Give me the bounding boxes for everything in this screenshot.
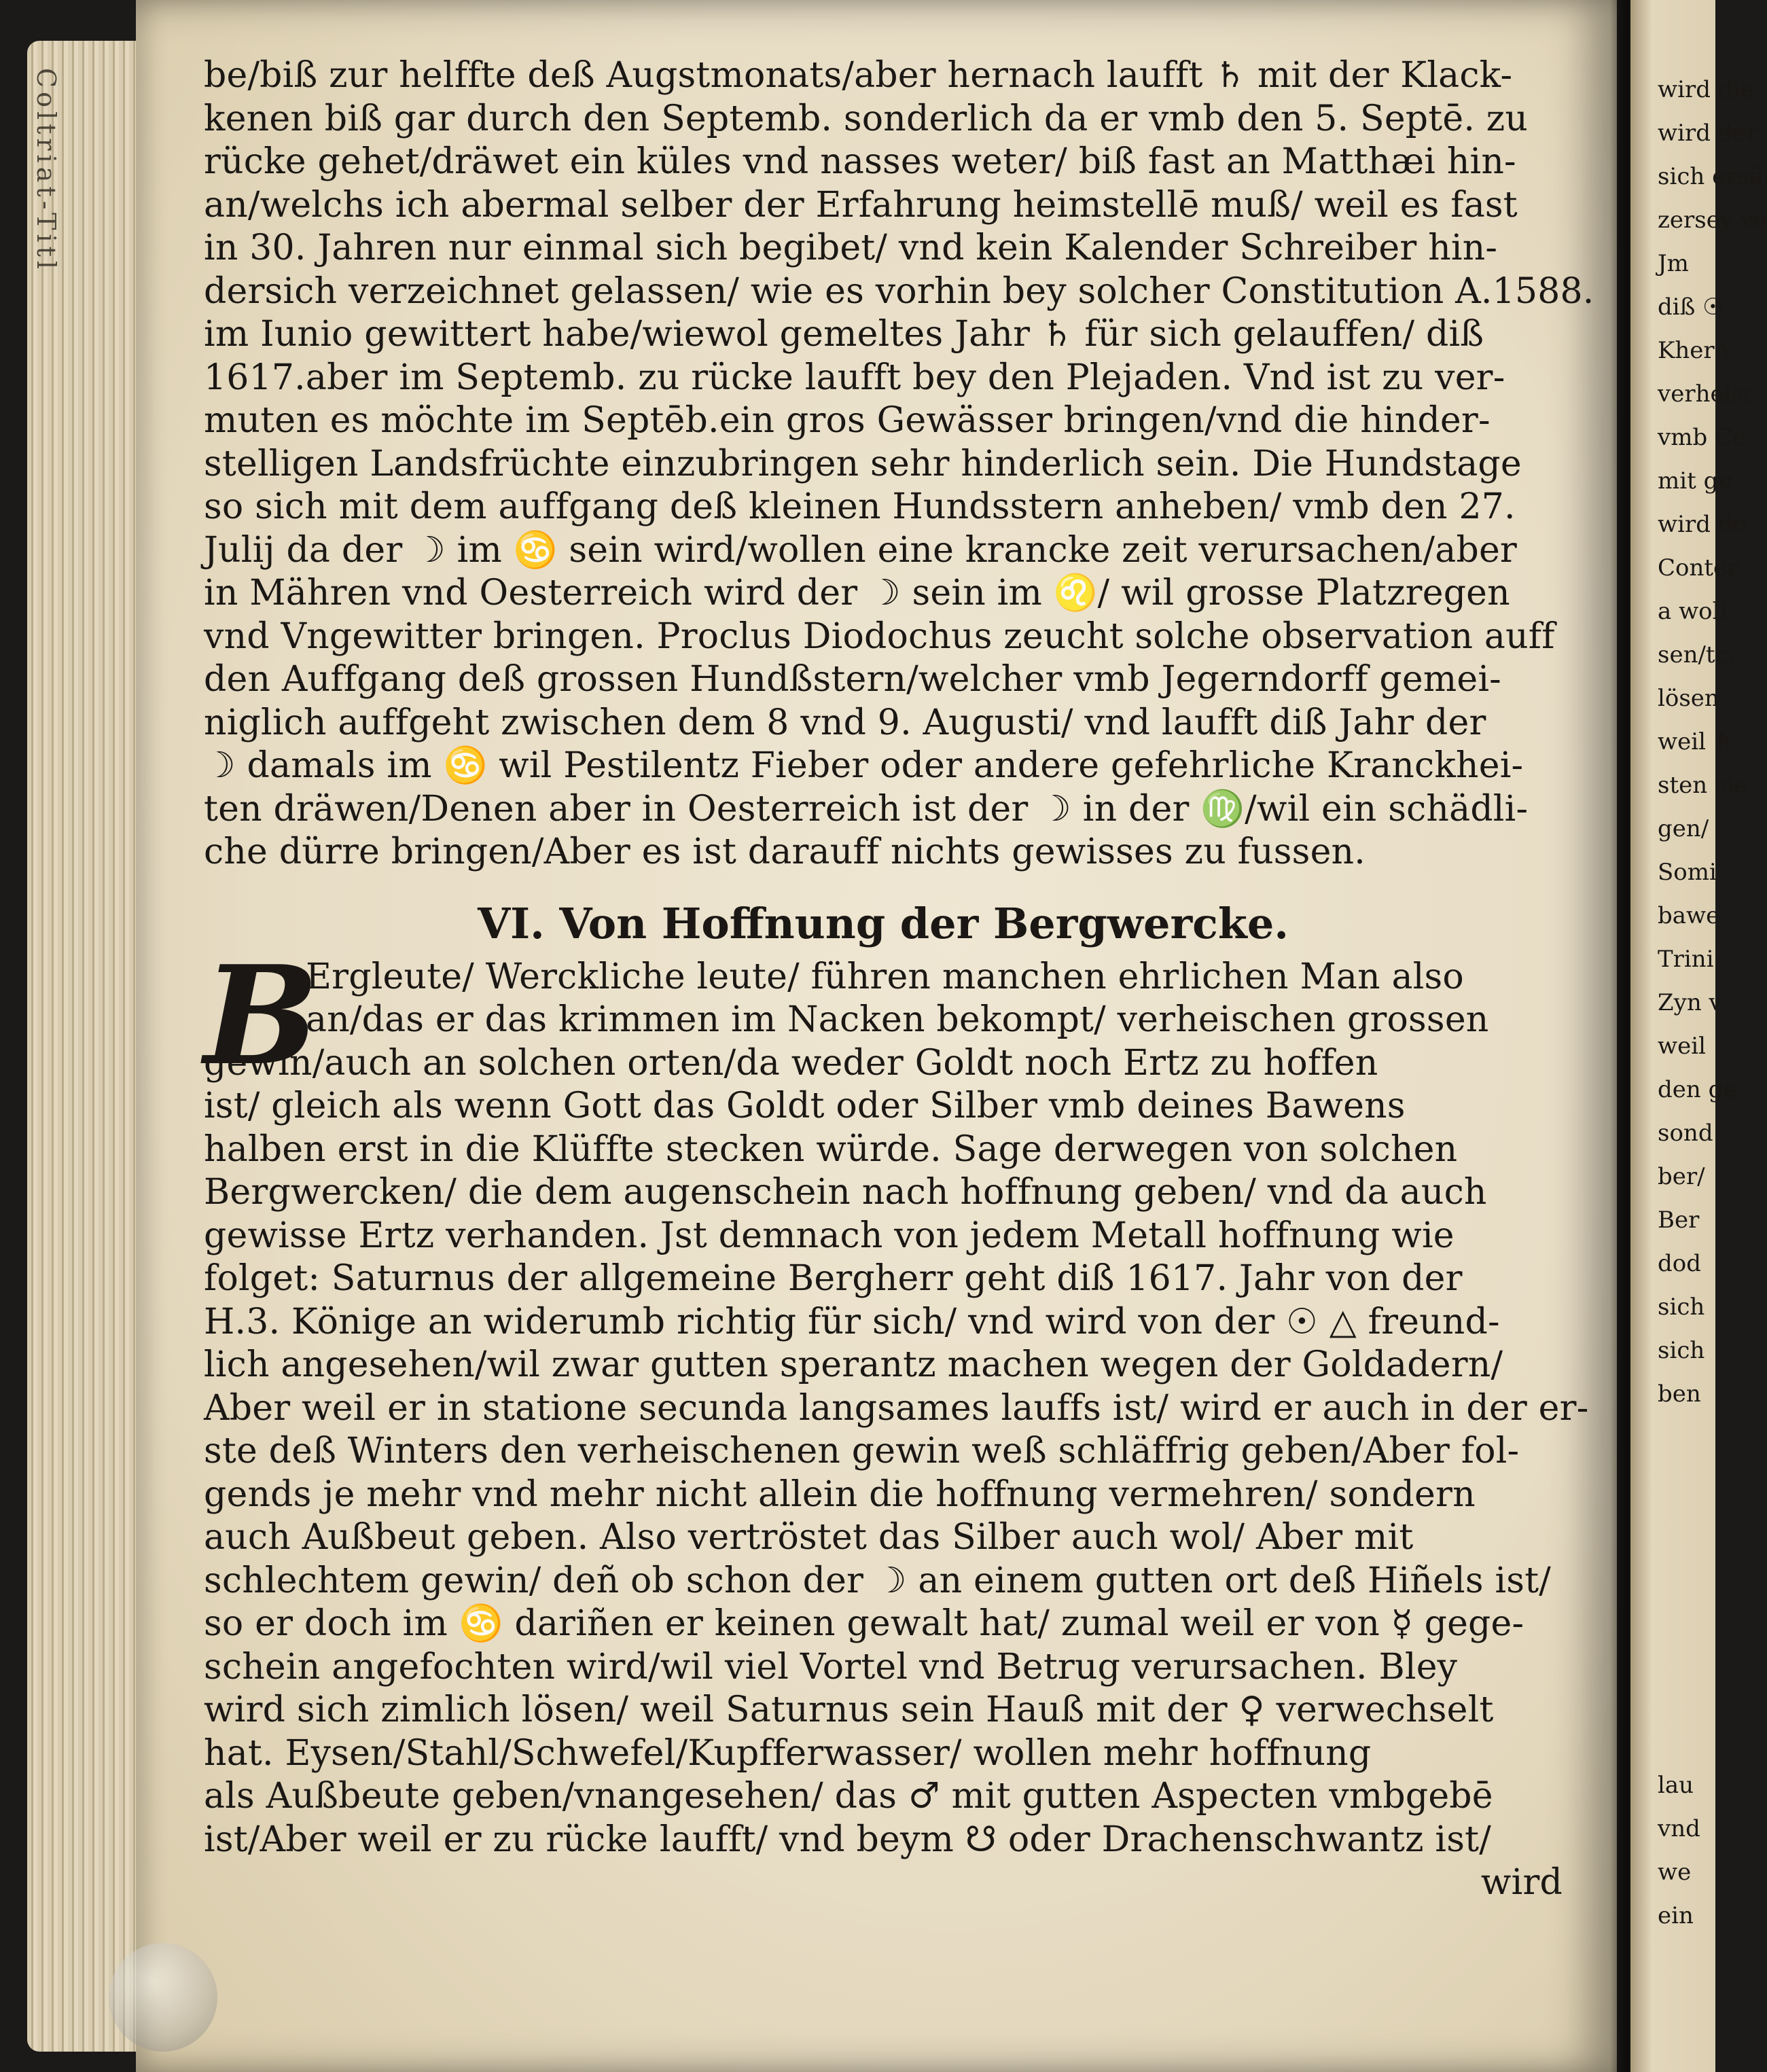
next-page-line: wird do <box>1658 511 1747 538</box>
text-line: an/welchs ich abermal selber der Erfahrung heimstellē muß/ weil es fast <box>204 184 1518 226</box>
next-page-line: wird die <box>1658 76 1754 103</box>
text-line: schlechtem gewin/ deñ ob schon der ☽ an einem gutten ort deß Hiñels ist/ <box>204 1560 1552 1601</box>
next-page-line: lau <box>1658 1772 1694 1799</box>
text-line: ☽ damals im ♋ wil Pestilentz Fieber oder andere gefehrliche Kranckhei- <box>204 745 1524 786</box>
next-page-line: Jm <box>1658 250 1689 277</box>
text-line: Bergwercken/ die dem augenschein nach hoffnung geben/ vnd da auch <box>204 1172 1487 1213</box>
body-lines <box>204 1042 1589 1862</box>
next-page-line: mit gu <box>1658 467 1734 495</box>
next-page-line: Zyn v <box>1658 989 1722 1016</box>
text-line: gewin/auch an solchen orten/da weder Goldt noch Ertz zu hoffen <box>204 1042 1378 1084</box>
next-page-line: vmb Co <box>1658 424 1747 451</box>
drop-cap: B <box>204 935 319 1096</box>
next-page-line: a woll <box>1658 598 1728 625</box>
text-line: muten es möchte im Septēb.ein gros Gewässer bringen/vnd die hinder- <box>204 400 1491 441</box>
next-page-line: Somi <box>1658 859 1717 886</box>
text-line: Ergleute/ Werckliche leute/ führen manchen ehrlichen Man also <box>306 956 1464 997</box>
next-page-line: verheisc <box>1658 380 1756 408</box>
text-line: im Iunio gewittert habe/wiewol gemeltes Jahr ♄ für sich gelauffen/ diß <box>204 314 1484 355</box>
next-page-line <box>1658 1416 1719 1459</box>
next-page-text <box>1658 68 1767 1937</box>
book-page <box>136 0 1617 2072</box>
text-line: so sich mit dem auffgang deß kleinen Hundsstern anheben/ vmb den 27. <box>204 486 1516 527</box>
text-line: an/das er das krimmen im Nacken bekompt/ verheischen grossen <box>306 999 1489 1040</box>
next-page-line: Conter <box>1658 554 1738 582</box>
text-line: stelligen Landsfrüchte einzubringen sehr hinderlich sein. Die Hundstage <box>204 443 1522 484</box>
next-page-line: sich ersü <box>1658 163 1764 190</box>
next-page-line: bawe <box>1658 902 1720 929</box>
text-line: Julij da der ☽ im ♋ sein wird/wollen eine krancke zeit verursachen/aber <box>204 529 1517 571</box>
text-line: gewisse Ertz verhanden. Jst demnach von jedem Metall hoffnung wie <box>204 1215 1454 1256</box>
text-line: folget: Saturnus der allgemeine Bergherr geht diß 1617. Jahr von der <box>204 1258 1463 1299</box>
next-page-line: Trini <box>1658 946 1714 973</box>
next-page-line: sond <box>1658 1120 1713 1147</box>
next-page-line: dod <box>1658 1250 1701 1277</box>
next-page-line: ber/ <box>1658 1163 1705 1190</box>
text-line: dersich verzeichnet gelassen/ wie es vorhin bey solcher Constitution A.1588. <box>204 270 1594 312</box>
next-page-line: ein <box>1658 1902 1694 1929</box>
text-line: be/biß zur helffte deß Augstmonats/aber hernach laufft ♄ mit der Klack- <box>204 55 1513 96</box>
next-page-line: we <box>1658 1859 1692 1886</box>
text-line: H.3. Könige an widerumb richtig für sich/ vnd wird von der ☉ △ freund- <box>204 1301 1500 1342</box>
glass-weight <box>109 1943 217 2052</box>
text-line: halben erst in die Klüffte stecken würde. Sage derwegen von solchen <box>204 1128 1458 1170</box>
next-page-line: sten sie <box>1658 772 1748 799</box>
next-page-line <box>1658 1677 1719 1720</box>
text-line: in 30. Jahren nur einmal sich begibet/ vnd kein Kalender Schreiber hin- <box>204 228 1498 268</box>
text-line: hat. Eysen/Stahl/Schwefel/Kupfferwasser/ wollen mehr hoffnung <box>204 1732 1372 1774</box>
next-page-line <box>1658 1503 1719 1546</box>
next-page-line: wird der <box>1658 120 1757 147</box>
text-line: ste deß Winters den verheischenen gewin weß schläffrig geben/Aber fol- <box>204 1431 1520 1471</box>
catchword: wird <box>1480 1862 1563 1903</box>
next-page-line: weil ♄ <box>1658 728 1734 755</box>
text-line: vnd Vngewitter bringen. Proclus Diodochus zeucht solche observation auff <box>204 615 1555 657</box>
next-page-line: sich <box>1658 1337 1705 1364</box>
text-line: ist/Aber weil er zu rücke laufft/ vnd beym ☋ oder Drachenschwantz ist/ <box>204 1819 1491 1860</box>
next-page-line: vnd <box>1658 1815 1700 1842</box>
text-line: rücke gehet/dräwet ein küles vnd nasses weter/ biß fast an Matthæi hin- <box>204 141 1516 182</box>
text-line: che dürre bringen/Aber es ist darauff nichts gewisses zu fussen. <box>204 832 1366 872</box>
text-block <box>204 54 1594 1905</box>
text-line: ten dräwen/Denen aber in Oesterreich ist der ☽ in der ♍/wil ein schädli- <box>204 788 1529 829</box>
next-page-line: sich <box>1658 1293 1705 1321</box>
dropcap-lines <box>204 956 1563 1042</box>
text-line: auch Außbeut geben. Also vertröstet das Silber auch wol/ Aber mit <box>204 1517 1414 1558</box>
text-line: ist/ gleich als wenn Gott das Goldt oder Silber vmb deines Bawens <box>204 1086 1406 1126</box>
next-page-line: zersey ve <box>1658 207 1767 234</box>
next-page-line: gen/ <box>1658 815 1709 842</box>
text-line: so er doch im ♋ dariñen er keinen gewalt hat/ zumal weil er von ☿ gege- <box>204 1603 1524 1644</box>
next-page-line: sen/tc. <box>1658 641 1736 668</box>
text-line: gends je mehr vnd mehr nicht allein die hoffnung vermehren/ sondern <box>204 1473 1476 1515</box>
next-page-line <box>1658 1590 1719 1633</box>
next-page-line <box>1658 1546 1719 1590</box>
text-line: wird sich zimlich lösen/ weil Saturnus sein Hauß mit der ♀ verwechselt <box>204 1690 1494 1730</box>
next-page-line: ben <box>1658 1380 1701 1408</box>
text-line: niglich auffgeht zwischen dem 8 vnd 9. Augusti/ vnd laufft diß Jahr der <box>204 702 1486 743</box>
next-page-line: Khern <box>1658 337 1730 364</box>
text-line: in Mähren vnd Oesterreich wird der ☽ sein im ♌/ wil grosse Platzregen <box>204 573 1510 613</box>
next-page-line: Ber <box>1658 1207 1700 1234</box>
next-page-line: weil <box>1658 1033 1706 1060</box>
edge-text: Coltriat-Titl <box>31 68 61 274</box>
next-page-line: den ge <box>1658 1076 1737 1103</box>
text-line: den Auffgang deß grossen Hundßstern/welcher vmb Jegerndorff gemei- <box>204 659 1501 700</box>
paragraph-mining <box>204 935 1589 1905</box>
text-line: schein angefochten wird/wil viel Vortel vnd Betrug verursachen. Bley <box>204 1646 1458 1687</box>
text-line: kenen biß gar durch den Septemb. sonderlich da er vmb den 5. Septē. zu <box>204 98 1529 139</box>
next-page-line <box>1658 1720 1719 1764</box>
next-page-line <box>1658 1459 1719 1503</box>
paragraph-weather <box>204 54 1594 874</box>
text-line: Aber weil er in statione secunda langsames lauffs ist/ wird er auch in der er- <box>204 1387 1589 1429</box>
next-page-line: diß ☉ <box>1658 293 1724 321</box>
text-line: als Außbeute geben/vnangesehen/ das ♂ mit gutten Aspecten vmbgebē <box>204 1776 1493 1817</box>
section-heading: VI. Von Hoffnung der Bergwercke. <box>478 898 1289 948</box>
text-line: 1617.aber im Septemb. zu rücke laufft bey den Plejaden. Vnd ist zu ver- <box>204 357 1505 398</box>
text-line: lich angesehen/wil zwar gutten sperantz machen wegen der Goldadern/ <box>204 1344 1503 1385</box>
next-page-line: lösen. <box>1658 685 1727 712</box>
next-page-line <box>1658 1633 1719 1677</box>
next-page-strip <box>1630 0 1767 2072</box>
